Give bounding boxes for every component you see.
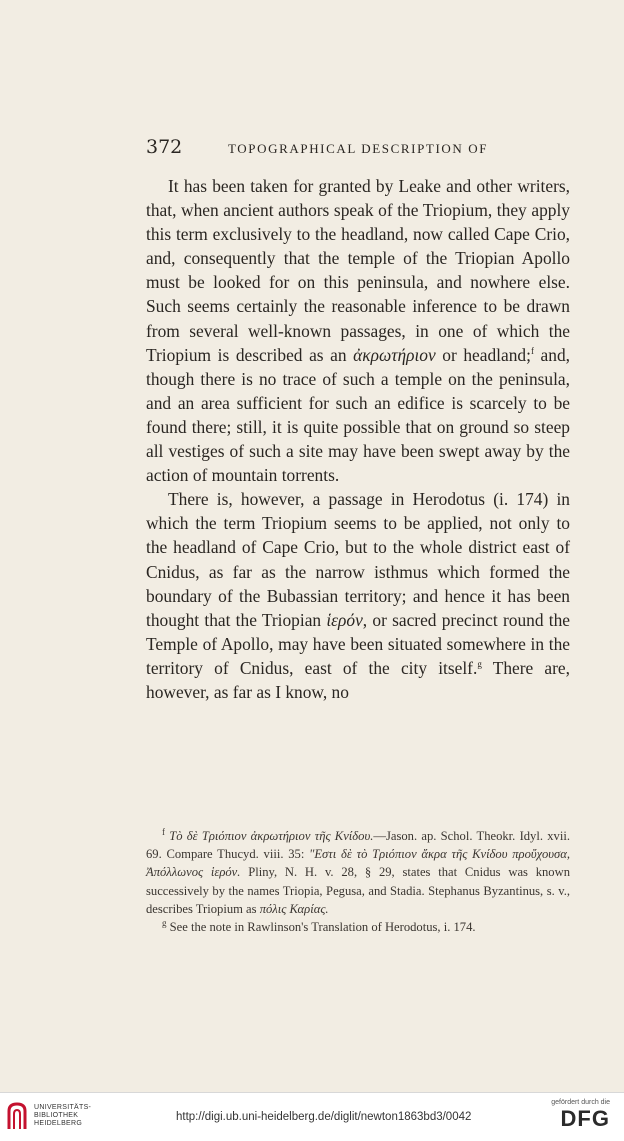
- library-name-line2: BIBLIOTHEK: [34, 1112, 79, 1119]
- page-header: [146, 136, 574, 158]
- text-segment: Pliny, N. H. v. 28, § 29, states that Cnidus was known successively by the names Triopia, Pegusa, and Stadia. Stephanus Byzantinus, s. v., describes Triopium as: [146, 865, 570, 916]
- running-title: TOPOGRAPHICAL DESCRIPTION OF: [228, 141, 489, 156]
- library-logo[interactable]: [6, 1101, 91, 1131]
- viewer-footer: [0, 1092, 624, 1141]
- dfg-logo[interactable]: [551, 1099, 610, 1132]
- text-segment: See the note in Rawlinson's Translation of Herodotus, i. 174.: [166, 920, 476, 935]
- footnotes: [146, 827, 570, 936]
- library-name-line1: UNIVERSITÄTS-: [34, 1104, 92, 1111]
- text-segment: —Jason. ap. Schol. Theokr. Idyl. xvii. 69. Compare Thucyd. viii. 35:: [146, 829, 570, 862]
- greek-text: "Εστι δὲ τὸ Τριόπιον ἄκρα τῆς Κνίδου προὔχουσα, Ἀπόλλωνος ἱερόν.: [146, 847, 570, 880]
- permalink-url[interactable]: http://digi.ub.uni-heidelberg.de/diglit/newton1863bd3/0042: [176, 1111, 472, 1123]
- text-segment: It has been taken for granted by Leake and other writers, that, when ancient authors speak of the Triopium, they apply this term exclusively to the headland, now called Cape Crio, and, consequently that the temple of the Triopian Apollo must be looked for on this peninsula, and nowhere else. Such seems certainly the reasonable inference to be drawn from several well-known passages, in one of which the Triopium is described as an: [146, 176, 570, 365]
- page-number: 372: [146, 136, 183, 158]
- text-segment: or headland;: [435, 344, 531, 365]
- library-name-line3: HEIDELBERG: [34, 1120, 83, 1127]
- greek-text: ἱερόν: [326, 609, 363, 630]
- greek-text: ἀκρωτήριον: [353, 344, 436, 365]
- library-seal-icon: [6, 1101, 28, 1131]
- footnote-marker: g: [477, 659, 482, 670]
- text-segment: There is, however, a passage in Herodotus (i. 174) in which the term Triopium seems to be applied, not only to the headland of Cape Crio, but to the whole district east of Cnidus, as far as the narrow isthmus which formed the boundary of the Bubassian territory; and hence it has been thought that the Triopian: [146, 489, 570, 630]
- footnote: [146, 918, 570, 936]
- greek-text: Τὸ δὲ Τριόπιον ἀκρωτήριον τῆς Κνίδου.: [165, 829, 374, 843]
- footnote-marker: g: [162, 917, 167, 928]
- text-segment: , or sacred precinct round the Temple of Apollo, may have been situated somewhere in the territory of Cnidus, east of the city itself.: [146, 609, 571, 678]
- funded-by-label: gefördert durch die: [551, 1099, 610, 1106]
- footnote-marker: f: [162, 826, 165, 837]
- text-segment: and, though there is no trace of such a temple on the peninsula, and an area sufficient for such an edifice is scarcely to be found there; still, it is quite possible that on ground so steep all vestiges of such a site may have been swept away by the action of mountain torrents.: [146, 344, 570, 486]
- dfg-wordmark: DFG: [560, 1106, 610, 1131]
- footnote: [146, 827, 570, 918]
- greek-text: πόλις Καρίας.: [259, 901, 329, 916]
- footnote-marker: f: [530, 345, 534, 356]
- main-text: [146, 174, 570, 704]
- text-segment: There are, however, as far as I know, no: [146, 657, 570, 702]
- paragraph: [146, 487, 570, 704]
- paragraph: [146, 174, 570, 487]
